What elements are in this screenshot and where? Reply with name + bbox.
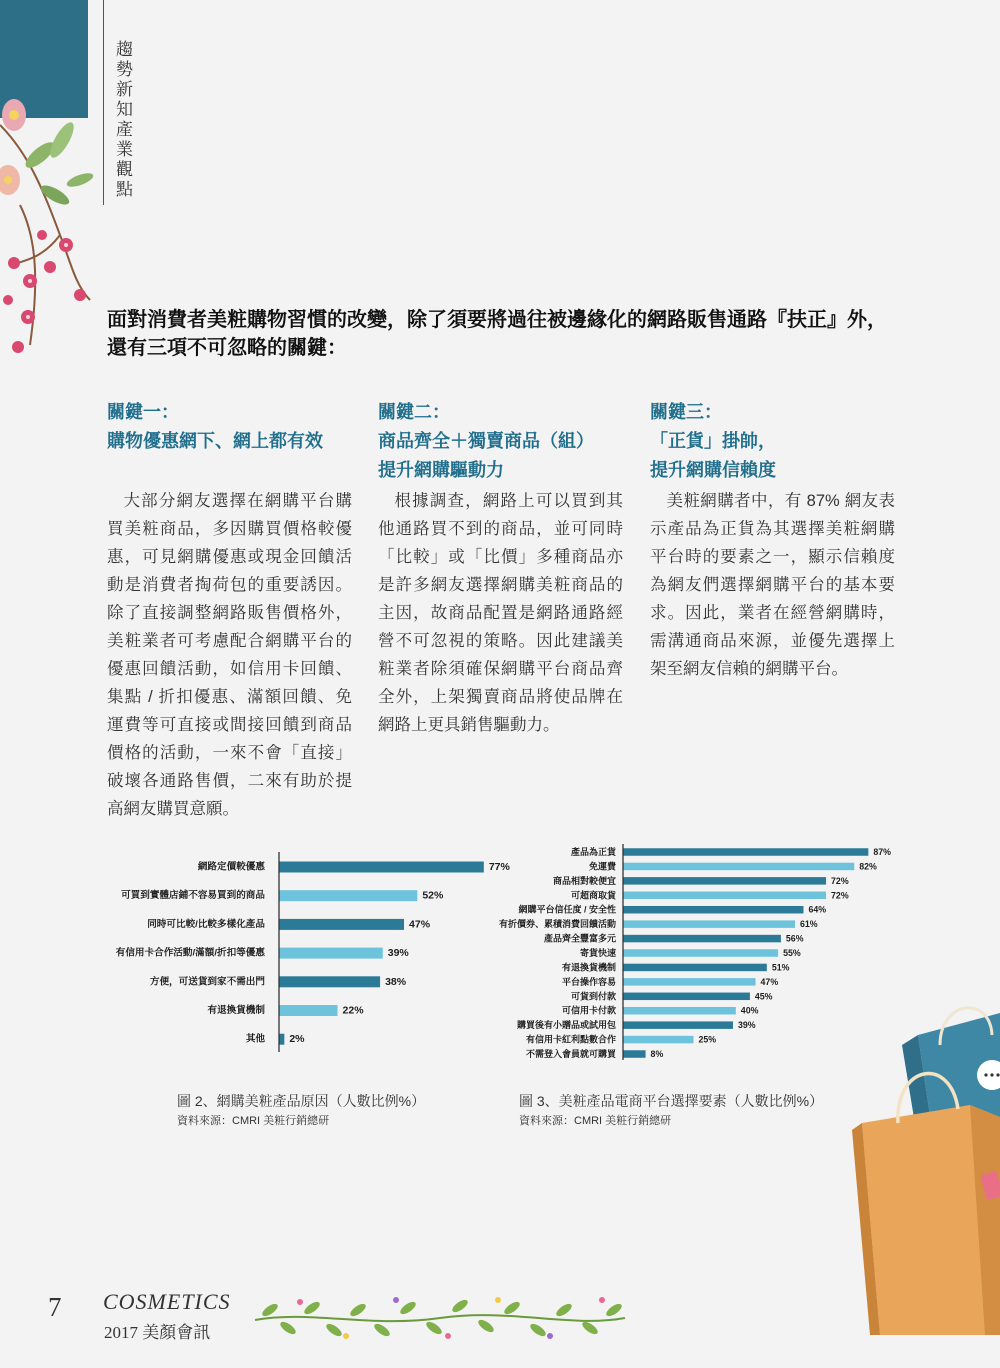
page-number: 7 bbox=[48, 1292, 62, 1322]
bar bbox=[279, 1034, 284, 1045]
value-label: 61% bbox=[800, 919, 818, 930]
body-line: 為網友們選擇網購平台的基本要 bbox=[650, 576, 895, 594]
reasons-bar-chart bbox=[80, 845, 530, 1060]
key-heading bbox=[378, 398, 623, 487]
category-label: 可貨到付款 bbox=[570, 991, 616, 1002]
category-label: 平台操作容易 bbox=[561, 976, 616, 987]
key-body bbox=[107, 487, 352, 823]
intro-line: 還有三項不可忽略的關鍵： bbox=[107, 337, 347, 359]
bar bbox=[623, 993, 750, 1001]
value-label: 39% bbox=[387, 947, 409, 960]
bar bbox=[623, 964, 767, 972]
chart-source: 資料來源：CMRI 美粧行銷總研 bbox=[177, 1115, 330, 1127]
category-label: 有折價券、累積消費回饋活動 bbox=[498, 919, 616, 930]
value-label: 55% bbox=[783, 948, 801, 959]
bar bbox=[623, 848, 868, 856]
bar bbox=[623, 935, 781, 943]
key-label: 關鍵三： bbox=[650, 402, 722, 422]
key-heading bbox=[107, 398, 352, 487]
chart-source: 資料來源：CMRI 美粧行銷總研 bbox=[519, 1115, 672, 1127]
category-label: 同時可比較/比較多樣化產品 bbox=[147, 918, 265, 930]
body-line: 網路上更具銷售驅動力。 bbox=[378, 716, 560, 734]
bar bbox=[623, 877, 826, 885]
key-title-line: 「正貨」掛帥， bbox=[650, 431, 776, 451]
bar bbox=[623, 892, 826, 900]
body-line: 美粧網購者中，有 87% 網友表 bbox=[666, 492, 895, 510]
body-line: 示產品為正貨為其選擇美粧網購 bbox=[650, 520, 895, 538]
bar bbox=[279, 948, 383, 959]
category-label: 商品相對較便宜 bbox=[552, 875, 616, 886]
body-line: 粧業者除須確保網購平台商品齊 bbox=[378, 660, 623, 678]
value-label: 72% bbox=[831, 890, 849, 901]
body-line: 他通路買不到的商品，並可同時 bbox=[378, 520, 623, 538]
bar bbox=[623, 920, 795, 928]
body-line: 大部分網友選擇在網購平台購 bbox=[123, 492, 352, 510]
category-label: 可信用卡付款 bbox=[561, 1005, 616, 1016]
key-heading bbox=[650, 398, 895, 487]
value-label: 40% bbox=[740, 1005, 759, 1016]
value-label: 25% bbox=[698, 1034, 717, 1045]
category-label: 寄貨快速 bbox=[579, 948, 616, 959]
bar bbox=[279, 919, 404, 930]
bar bbox=[623, 1050, 646, 1058]
body-line: 「比較」或「比價」多種商品亦 bbox=[378, 548, 623, 566]
category-label: 可超商取貨 bbox=[570, 890, 616, 901]
shopping-bags-illustration bbox=[840, 1005, 1000, 1335]
key-title-line: 商品齊全＋獨賣商品（組） bbox=[378, 431, 594, 451]
value-label: 52% bbox=[422, 889, 444, 902]
bar bbox=[279, 890, 417, 901]
body-line: 破壞各通路售價，二來有助於提 bbox=[107, 772, 352, 790]
key-column-1 bbox=[107, 398, 352, 823]
body-line: 主因，故商品配置是網路通路經 bbox=[378, 604, 623, 622]
bar bbox=[623, 863, 854, 871]
chart-caption: 圖 3、美粧產品電商平台選擇要素（人數比例%） bbox=[519, 1093, 824, 1109]
key-label: 關鍵一： bbox=[107, 402, 179, 422]
bar bbox=[623, 1021, 733, 1029]
value-label: 45% bbox=[754, 991, 773, 1002]
category-label: 其他 bbox=[245, 1033, 265, 1045]
bar bbox=[623, 1007, 736, 1015]
bar bbox=[623, 949, 778, 957]
key-title-line: 提升網購驅動力 bbox=[378, 460, 504, 480]
value-label: 2% bbox=[289, 1033, 305, 1046]
key-column-2 bbox=[378, 398, 623, 739]
magazine-brand: COSMETICS bbox=[103, 1289, 231, 1314]
leaf-garland-decoration bbox=[250, 1292, 630, 1344]
value-label: 64% bbox=[808, 904, 827, 915]
body-line: 是許多網友選擇網購美粧商品的 bbox=[378, 576, 623, 594]
bar bbox=[623, 1036, 694, 1044]
key-body bbox=[650, 487, 895, 683]
magazine-issue: 2017 美顏會訊 bbox=[104, 1323, 211, 1342]
vertical-rule bbox=[103, 0, 104, 205]
body-line: 全外，上架獨賣商品將使品牌在 bbox=[378, 688, 623, 706]
body-line: 除了直接調整網路販售價格外， bbox=[107, 604, 352, 622]
category-label: 可買到實體店鋪不容易買到的商品 bbox=[121, 890, 265, 902]
bar bbox=[279, 1005, 338, 1016]
category-label: 產品齊全豐富多元 bbox=[543, 933, 616, 944]
value-label: 22% bbox=[342, 1004, 364, 1017]
category-label: 有退換貨機制 bbox=[561, 962, 616, 973]
body-line: 需溝通商品來源，並優先選擇上 bbox=[650, 632, 895, 650]
bar bbox=[279, 862, 484, 873]
category-label: 不需登入會員就可購買 bbox=[525, 1049, 616, 1060]
category-label: 免運費 bbox=[588, 861, 616, 872]
category-label: 有信用卡合作活動/滿額/折扣等優惠 bbox=[115, 947, 265, 959]
value-label: 72% bbox=[831, 875, 849, 886]
bar bbox=[623, 906, 803, 914]
value-label: 39% bbox=[737, 1020, 756, 1031]
category-label: 有退換貨機制 bbox=[207, 1005, 265, 1016]
body-line: 根據調查，網路上可以買到其 bbox=[394, 492, 623, 510]
key-body bbox=[378, 487, 623, 739]
chart-caption: 圖 2、網購美粧產品原因（人數比例%） bbox=[177, 1093, 426, 1109]
value-label: 47% bbox=[760, 976, 779, 987]
key-title-line: 提升網購信賴度 bbox=[650, 460, 776, 480]
body-line: 買美粧商品，多因購買價格較優 bbox=[107, 520, 352, 538]
body-line: 運費等可直接或間接回饋到商品 bbox=[107, 716, 352, 734]
category-label: 方便，可送貨到家不需出門 bbox=[149, 976, 265, 988]
value-label: 8% bbox=[650, 1049, 664, 1060]
value-label: 77% bbox=[488, 861, 510, 873]
body-line: 高網友購買意願。 bbox=[107, 800, 239, 818]
category-label: 購買後有小贈品或試用包 bbox=[516, 1020, 616, 1031]
value-label: 82% bbox=[859, 861, 877, 872]
body-line: 平台時的要素之一，顯示信賴度 bbox=[650, 548, 895, 566]
key-label: 關鍵二： bbox=[378, 402, 450, 422]
section-label: 趨勢新知產業觀點 bbox=[113, 40, 132, 200]
body-line: 優惠回饋活動，如信用卡回饋、 bbox=[107, 660, 352, 678]
category-label: 網購平台信任度 / 安全性 bbox=[518, 904, 616, 915]
value-label: 56% bbox=[785, 933, 804, 944]
intro-line: 面對消費者美粧購物習慣的改變，除了須要將過往被邊緣化的網路販售通路『扶正』外， bbox=[107, 309, 887, 331]
value-label: 51% bbox=[771, 962, 790, 973]
value-label: 47% bbox=[409, 918, 431, 931]
body-line: 惠，可見網購優惠或現金回饋活 bbox=[107, 548, 352, 566]
body-line: 架至網友信賴的網購平台。 bbox=[650, 660, 848, 678]
category-label: 產品為正貨 bbox=[570, 847, 616, 857]
floral-decoration bbox=[0, 85, 100, 370]
value-label: 87% bbox=[873, 847, 891, 857]
bar bbox=[279, 976, 380, 987]
body-line: 營不可忽視的策略。因此建議美 bbox=[378, 632, 623, 650]
body-line: 求。因此，業者在經營網購時， bbox=[650, 604, 895, 622]
body-line: 價格的活動，一來不會「直接」 bbox=[107, 744, 352, 762]
key-title-line: 購物優惠網下、網上都有效 bbox=[107, 431, 323, 451]
body-line: 美粧業者可考慮配合網購平台的 bbox=[107, 632, 352, 650]
bar bbox=[623, 978, 756, 986]
category-label: 有信用卡紅利點數合作 bbox=[525, 1034, 616, 1045]
body-line: 動是消費者掏荷包的重要誘因。 bbox=[107, 576, 352, 594]
key-column-3 bbox=[650, 398, 895, 683]
intro-heading bbox=[107, 306, 907, 362]
body-line: 集點 / 折扣優惠、滿額回饋、免 bbox=[107, 688, 352, 706]
value-label: 38% bbox=[385, 975, 407, 988]
category-label: 網路定價較優惠 bbox=[197, 861, 265, 873]
